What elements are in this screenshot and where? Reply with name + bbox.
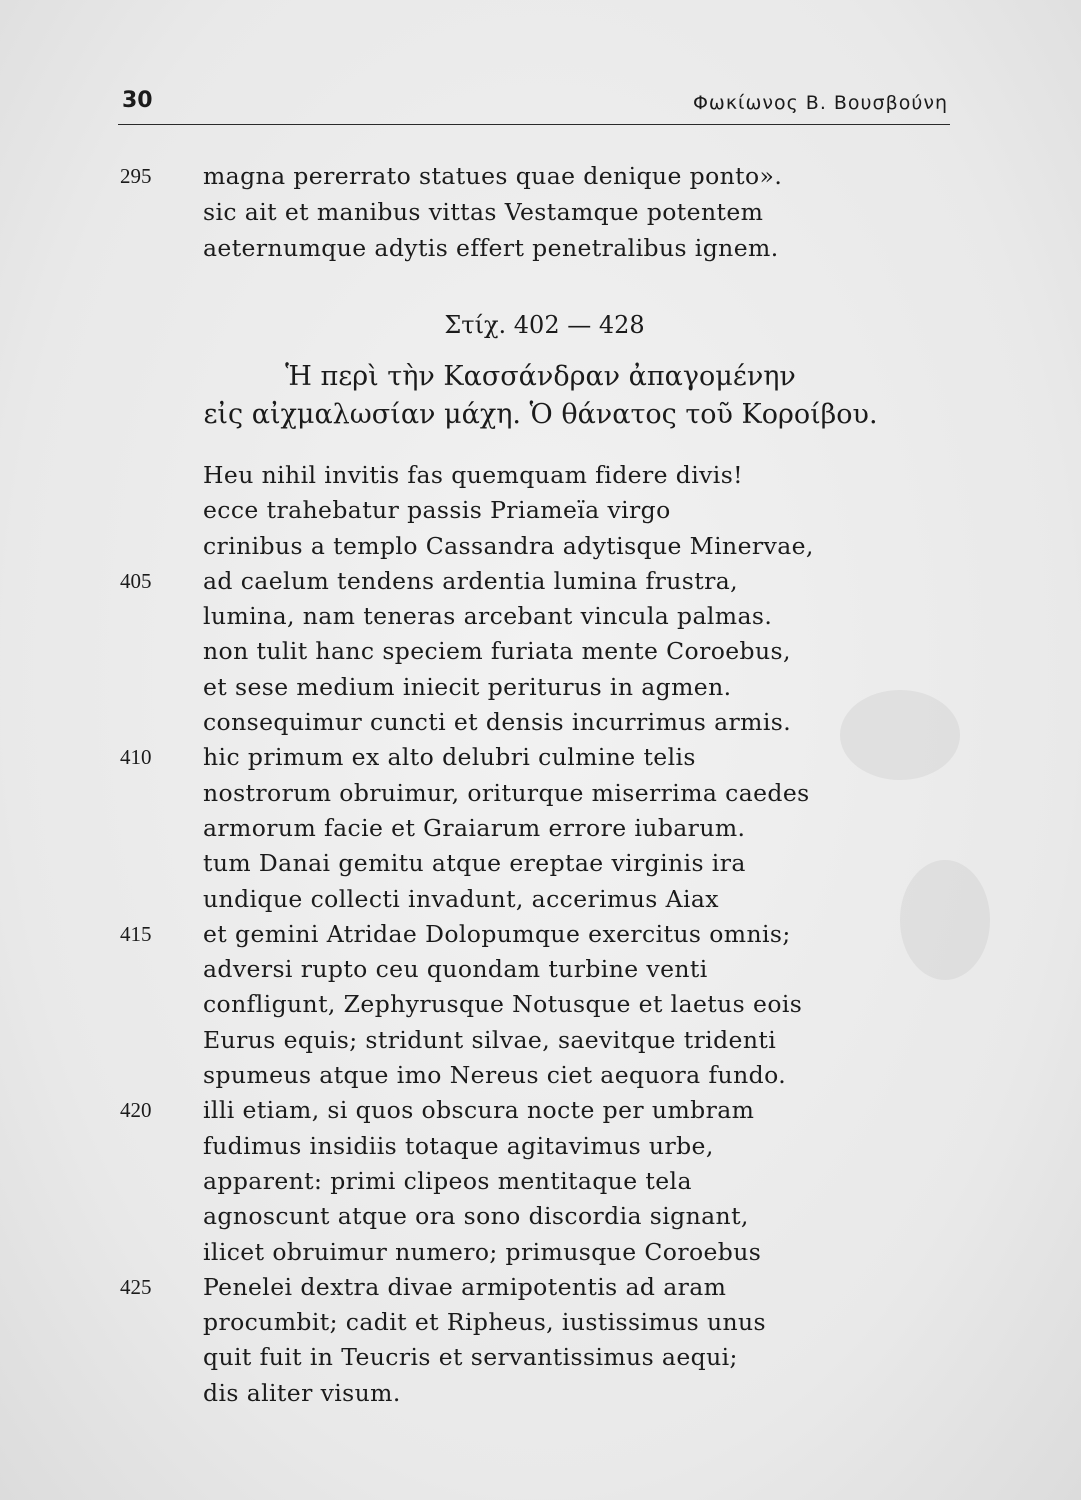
section-heading — [0, 358, 1081, 434]
verse-line — [0, 158, 1081, 194]
verse-text: ad caelum tendens ardentia lumina frustra, — [203, 566, 739, 595]
verse-line — [0, 194, 1081, 230]
verse-text: undique collecti invadunt, accerimus Aiax — [203, 884, 719, 913]
verse-text: nostrorum obruimur, oriturque miserrima caedes — [203, 778, 810, 807]
verse-text: Eurus equis; stridunt silvae, saevitque tridenti — [203, 1025, 777, 1054]
verse-text: fudimus insidiis totaque agitavimus urbe, — [203, 1131, 714, 1160]
top-verse-block — [0, 158, 1081, 266]
verse-line — [0, 599, 1081, 634]
verse-text: agnoscunt atque ora sono discordia signant, — [203, 1202, 749, 1231]
verse-line — [0, 1023, 1081, 1058]
verse-line — [0, 1235, 1081, 1270]
line-number: 405 — [120, 568, 152, 593]
verse-line — [0, 1340, 1081, 1375]
verse-line — [0, 564, 1081, 599]
verse-text: procumbit; cadit et Ripheus, iustissimus unus — [203, 1308, 767, 1337]
verse-text: non tulit hanc speciem furiata mente Coroebus, — [203, 637, 791, 666]
running-head: Φωκίωνος Β. Βουσβούνη — [692, 92, 948, 114]
line-number: 410 — [120, 745, 152, 770]
line-number: 415 — [120, 921, 152, 946]
verse-text: dis aliter visum. — [203, 1378, 401, 1407]
verse-text: et sese medium iniecit periturus in agmen. — [203, 672, 732, 701]
verse-text: confligunt, Zephyrusque Notusque et laetus eois — [203, 990, 803, 1019]
verse-line — [0, 917, 1081, 952]
verse-text: consequimur cuncti et densis incurrimus armis. — [203, 708, 792, 737]
verse-text: spumeus atque imo Nereus ciet aequora fundo. — [203, 1061, 787, 1090]
verse-text: quit fuit in Teucris et servantissimus aequi; — [203, 1343, 738, 1372]
line-number: 295 — [120, 164, 152, 188]
line-number: 420 — [120, 1098, 152, 1123]
verse-line — [0, 1129, 1081, 1164]
verse-line — [0, 1305, 1081, 1340]
verse-line — [0, 1199, 1081, 1234]
verse-text: apparent: primi clipeos mentitaque tela — [203, 1166, 692, 1195]
verse-text: sic ait et manibus vittas Vestamque potentem — [203, 198, 764, 226]
verse-line — [0, 1058, 1081, 1093]
verse-line — [0, 811, 1081, 846]
verse-line — [0, 634, 1081, 669]
verse-text: tum Danai gemitu atque ereptae virginis ira — [203, 849, 746, 878]
verse-text: adversi rupto ceu quondam turbine venti — [203, 955, 708, 984]
verse-text: et gemini Atridae Dolopumque exercitus omnis; — [203, 919, 791, 948]
verse-text: aeternumque adytis effert penetralibus ignem. — [203, 234, 779, 262]
verse-line — [0, 230, 1081, 266]
verse-line — [0, 705, 1081, 740]
verse-line — [0, 670, 1081, 705]
verse-text: hic primum ex alto delubri culmine telis — [203, 743, 696, 772]
verse-text: lumina, nam teneras arcebant vincula palmas. — [203, 602, 773, 631]
verse-text: ecce trahebatur passis Priameïa virgo — [203, 496, 671, 525]
section-reference: Στίχ. 402 — 428 — [444, 311, 645, 339]
heading-line-1: Ἡ περὶ τὴν Κασσάνδραν ἀπαγομένην — [285, 361, 796, 392]
verse-line — [0, 987, 1081, 1022]
verse-line — [0, 1270, 1081, 1305]
verse-text: Penelei dextra divae armipotentis ad aram — [203, 1272, 727, 1301]
verse-line — [0, 846, 1081, 881]
main-verse-block — [0, 458, 1081, 1411]
page-header — [118, 88, 950, 125]
verse-line — [0, 458, 1081, 493]
verse-text: magna pererrato statues quae denique ponto». — [203, 162, 783, 190]
verse-line — [0, 1376, 1081, 1411]
line-number: 425 — [120, 1274, 152, 1299]
page-number: 30 — [122, 88, 153, 113]
verse-text: illi etiam, si quos obscura nocte per umbram — [203, 1096, 755, 1125]
verse-text: ilicet obruimur numero; primusque Coroebus — [203, 1237, 762, 1266]
verse-line — [0, 740, 1081, 775]
verse-text: Heu nihil invitis fas quemquam fidere divis! — [203, 461, 744, 489]
verse-line — [0, 529, 1081, 564]
verse-line — [0, 493, 1081, 528]
verse-text: crinibus a templo Cassandra adytisque Minervae, — [203, 531, 814, 560]
heading-line-2: εἰς αἰχμαλωσίαν μάχη. Ὁ θάνατος τοῦ Κοροίβου. — [203, 399, 878, 430]
verse-line — [0, 952, 1081, 987]
verse-text: armorum facie et Graiarum errore iubarum. — [203, 813, 746, 842]
verse-line — [0, 882, 1081, 917]
verse-line — [0, 776, 1081, 811]
verse-line — [0, 1093, 1081, 1128]
verse-line — [0, 1164, 1081, 1199]
